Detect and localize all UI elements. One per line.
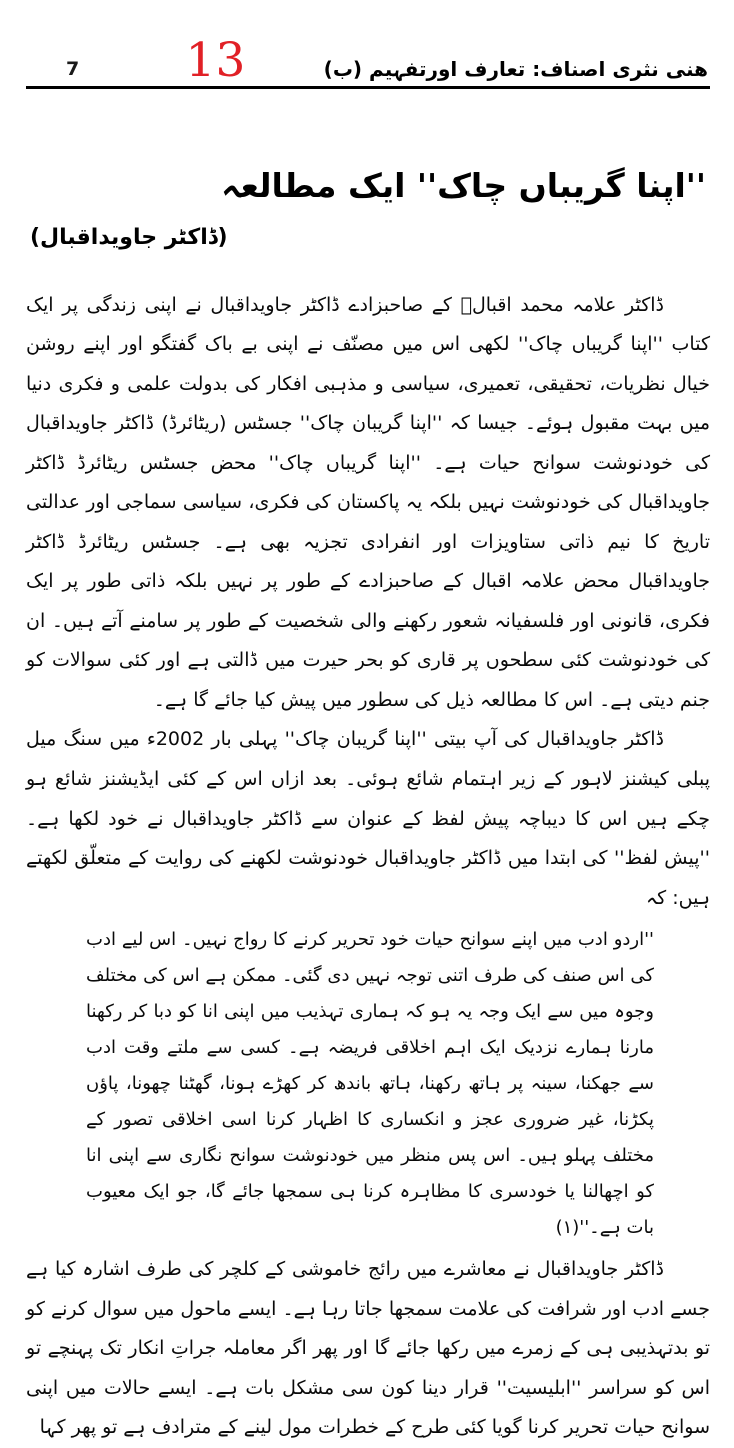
running-head xyxy=(26,33,710,89)
block-quote: ''اردو ادب میں اپنے سوانح حیات خود تحریر کرنے کا رواج نہیں۔ اس لیے ادب کی اس صنف کی طرف اتنی توجہ نہیں دی گئی۔ ممکن ہے اس کی مختلف وجوہ میں سے ایک وجہ یہ ہو کہ ہماری تہذیب میں اپنی انا کو دبا کر رکھنا مارنا ہمارے نزدیک ایک اہم اخلاقی فریضہ ہے۔ کسی سے ملتے وقت ادب سے جھکنا، سینہ پر ہاتھ رکھنا، ہاتھ باندھ کر کھڑے ہونا، گھٹنا چھونا، پاؤں پکڑنا، غیر ضروری عجز و انکساری کا اظہار کرنا اسی اخلاقی تصور کے مختلف پہلو ہیں۔ اس پس منظر میں خودنوشت سوانح نگاری سے اپنی انا کو اچھالنا یا خودسری کا مظاہرہ کرنا ہی سمجھا جائے گا، جو ایک معیوب بات ہے۔''(۱) xyxy=(86,929,654,1239)
article-body xyxy=(26,286,710,1448)
paragraph-3: ڈاکٹر جاویداقبال نے معاشرے میں رائج خاموشی کے کلچر کی طرف اشارہ کیا ہے جسے ادب اور شرافت کی علامت سمجھا جاتا رہا ہے۔ ایسے ماحول میں سوال کرنے کو تو بدتہذیبی ہی کے زمرے میں رکھا جائے گا اور پھر اگر معاملہ جراتِ انکار تک پہنچے تو اس کو سراسر ''ابلیسیت'' قرار دینا کون سی مشکل بات ہے۔ ایسے حالات میں اپنی سوانح حیات تحریر کرنا گویا کئی طرح کے خطرات مول لینے کے مترادف ہے تو پھر کہا xyxy=(26,1258,710,1439)
article-title: ''اپنا گریباں چاک'' ایک مطالعہ xyxy=(221,166,706,206)
chapter-number: 13 xyxy=(185,33,246,88)
article-author: (ڈاکٹر جاویداقبال) xyxy=(30,224,228,250)
paragraph-1: ڈاکٹر علامہ محمد اقبالؒ کے صاحبزادے ڈاکٹر جاویداقبال نے اپنی زندگی پر ایک کتاب ''اپنا گریباں چاک'' لکھی اس میں مصنّف نے اپنی بے باک گفتگو اور اپنے روشن خیال نظریات، تحقیقی، تعمیری، سیاسی و مذہبی افکار کی بدولت علمی و فکری دنیا میں بہت مقبول ہوئے۔ جیسا کہ ''اپنا گریبان چاک'' جسٹس (ریٹائرڈ) ڈاکٹر جاویداقبال کی خودنوشت سوانح حیات ہے۔ ''اپنا گریباں چاک'' محض جسٹس ریٹائرڈ ڈاکٹر جاویداقبال کی خودنوشت نہیں بلکہ یہ پاکستان کی فکری، سیاسی سماجی اور عدالتی تاریخ کا نیم ذاتی ستاویزات اور انفرادی تجزیہ بھی ہے۔ جسٹس ریٹائرڈ ڈاکٹر جاویداقبال محض علامہ اقبال کے صاحبزادے کے طور پر نہیں بلکہ ذاتی طور پر ایک فکری، قانونی اور فلسفیانہ شعور رکھنے والی شخصیت کے طور پر سامنے آتے ہیں۔ ان کی خودنوشت کئی سطحوں پر قاری کو بحر حیرت میں ڈالتی ہے اور کئی سوالات کو جنم دیتی ہے۔ اس کا مطالعہ ذیل کی سطور میں پیش کیا جائے گا ہے۔ xyxy=(26,293,710,711)
article-heading xyxy=(26,161,710,250)
paragraph-2: ڈاکٹر جاویداقبال کی آپ بیتی ''اپنا گریبان چاک'' پہلی بار 2002ء میں سنگ میل پبلی کیشنز لاہور کے زیر اہتمام شائع ہوئی۔ بعد ازاں اس کے کئی ایڈیشنز شائع ہو چکے ہیں اس کا دیباچہ پیش لفظ کے عنوان سے ڈاکٹر جاویداقبال نے خود لکھا ہے۔ ''پیش لفظ'' کی ابتدا میں ڈاکٹر جاویداقبال خودنوشت لکھنے کی روایت کے متعلّق لکھتے ہیں: کہ xyxy=(26,728,710,909)
book-title: ھنی نثری اصناف: تعارف اورتفہیم (ب) xyxy=(323,57,708,82)
page-number: 7 xyxy=(66,58,80,81)
